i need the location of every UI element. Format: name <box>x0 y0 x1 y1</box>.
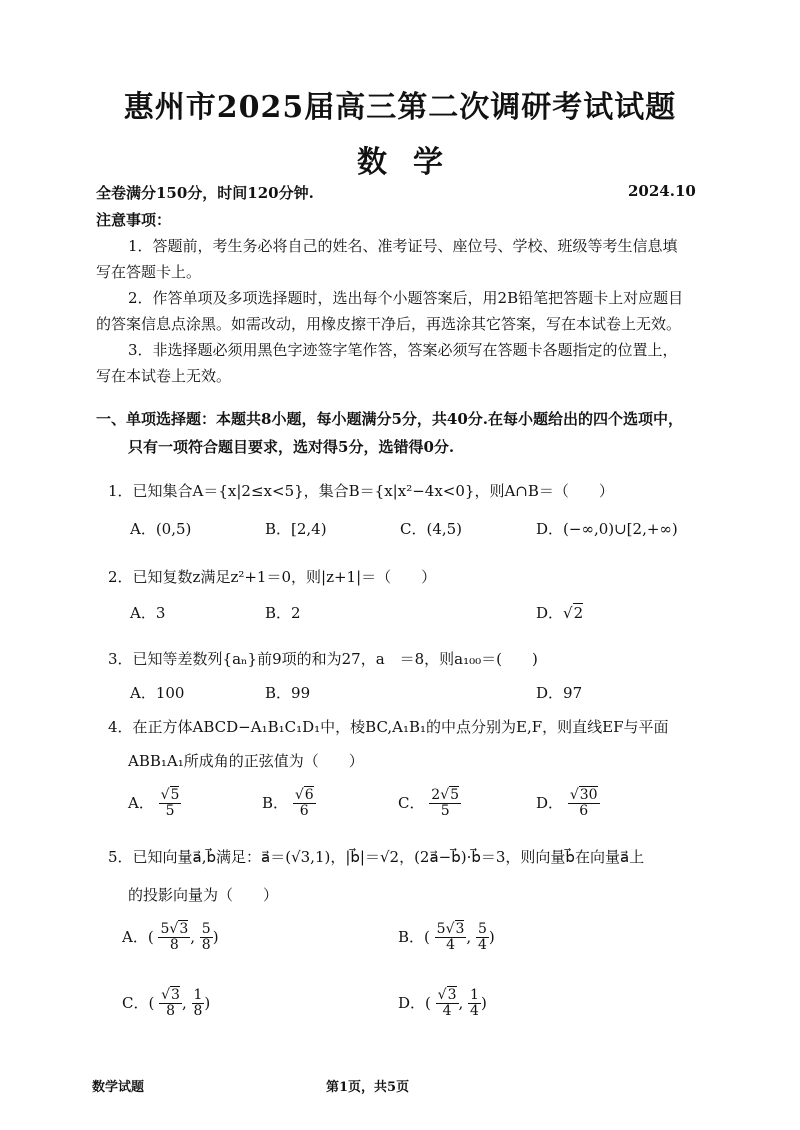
subject-title: 数学 <box>357 145 469 180</box>
question-4-option-c <box>398 788 461 820</box>
fraction: $\frac{5}{8}$ <box>201 921 211 954</box>
option-label: C． <box>398 793 425 812</box>
exam-date: 2024.10 <box>628 182 696 200</box>
option-label: B． <box>262 793 289 812</box>
option-d-label: D． <box>536 604 564 622</box>
question-4-stem-line-1: 4．在正方体ABCD−A₁B₁C₁D₁中，棱BC,A₁B₁的中点分别为E,F，则直线EF与平面 <box>108 718 669 736</box>
question-5-option-a: A．( $\frac{5√3}{8}$ , $\frac{5}{8}$ ) <box>122 921 219 954</box>
question-3-option-d: D．97 <box>536 684 583 702</box>
notice-item-1-line-1: 1．答题前，考生务必将自己的姓名、准考证号、座位号、学校、班级等考生信息填 <box>128 237 678 255</box>
option-label: D． <box>536 793 564 812</box>
question-1-option-a: A．(0,5) <box>130 520 192 538</box>
option-label: D． <box>398 993 426 1012</box>
question-2-option-b: B．2 <box>265 604 301 622</box>
question-2-option-a: A．3 <box>130 604 166 622</box>
question-3-option-a: A．100 <box>130 684 185 702</box>
fraction: $\frac{√3}{4}$ <box>437 987 457 1020</box>
question-2-option-d <box>536 602 583 623</box>
sqrt-sign: √ <box>563 604 573 622</box>
option-label: A． <box>128 793 154 812</box>
fraction: $\frac{1}{4}$ <box>470 987 479 1020</box>
notice-item-1-line-2: 写在答题卡上。 <box>96 263 202 281</box>
fraction: $\frac{√5}{5}$ <box>160 787 180 820</box>
question-5-option-b: B．( $\frac{5√3}{4}$ , $\frac{5}{4}$ ) <box>398 921 495 954</box>
fraction: $\frac{√6}{6}$ <box>294 787 314 820</box>
fraction: $\frac{√30}{6}$ <box>569 787 598 820</box>
notice-item-2-line-2: 的答案信息点涂黑。如需改动，用橡皮擦干净后，再选涂其它答案，写在本试卷上无效。 <box>96 315 682 333</box>
fraction: $\frac{5√3}{4}$ <box>436 921 465 954</box>
section-1-instructions: 只有一项符合题目要求，选对得5分，选错得0分. <box>128 438 455 456</box>
question-3-option-b: B．99 <box>265 684 311 702</box>
question-4-option-b <box>262 788 316 820</box>
question-1-option-c: C．(4,5) <box>400 520 463 538</box>
question-1-option-b: B．[2,4) <box>265 520 327 538</box>
option-label: B． <box>398 927 425 946</box>
fraction: $\frac{5}{4}$ <box>477 921 487 954</box>
notice-item-2-line-1: 2．作答单项及多项选择题时，选出每个小题答案后，用2B铅笔把答题卡上对应题目 <box>128 289 684 307</box>
option-label: C． <box>122 993 149 1012</box>
question-4-option-d <box>536 788 600 820</box>
radicand: 2 <box>573 604 584 622</box>
fraction: $\frac{2√5}{5}$ <box>431 787 460 820</box>
footer-subject: 数学试题 <box>92 1080 145 1095</box>
question-3-stem: 3．已知等差数列{aₙ}前9项的和为27，a ＝8，则a₁₀₀＝( ) <box>108 650 538 668</box>
page-number: 第1页，共5页 <box>326 1080 410 1095</box>
notice-item-3-line-2: 写在本试卷上无效。 <box>96 367 232 385</box>
exam-title: 惠州市2025届高三第二次调研考试试题 <box>123 90 677 125</box>
question-5-stem-line-1: 5．已知向量a⃗,b⃗满足：a⃗＝(√3,1)，|b⃗|＝√2，(2a⃗−b⃗)·b⃗＝3，则向量b⃗在向量a⃗上 <box>108 848 645 866</box>
fraction: $\frac{√3}{8}$ <box>161 987 180 1020</box>
section-1-heading: 一、单项选择题：本题共8小题，每小题满分5分，共40分.在每小题给出的四个选项中， <box>96 410 683 428</box>
question-2-stem: 2．已知复数z满足z²+1＝0，则|z+1|＝（ ） <box>108 568 437 586</box>
question-1-option-d: D．(−∞,0)∪[2,+∞) <box>536 520 678 538</box>
option-label: A． <box>122 927 148 946</box>
score-time-info: 全卷满分150分，时间120分钟. <box>96 184 314 202</box>
fraction: $\frac{1}{8}$ <box>193 987 203 1020</box>
question-4-stem-line-2: ABB₁A₁所成角的正弦值为（ ） <box>128 752 364 770</box>
question-5-option-d: D．( $\frac{√3}{4}$ , $\frac{1}{4}$ ) <box>398 987 487 1020</box>
question-4-option-a <box>128 788 181 820</box>
question-5-option-c: C．( $\frac{√3}{8}$ , $\frac{1}{8}$ ) <box>122 987 211 1020</box>
notice-item-3-line-1: 3．非选择题必须用黑色字迹签字笔作答，答案必须写在答题卡各题指定的位置上， <box>128 341 678 359</box>
question-5-stem-line-2: 的投影向量为（ ） <box>128 886 279 904</box>
notice-heading: 注意事项： <box>96 211 172 229</box>
fraction: $\frac{5√3}{8}$ <box>160 921 189 954</box>
question-1-stem: 1．已知集合A＝{x|2≤x<5}，集合B＝{x|x²−4x<0}，则A∩B＝（ ） <box>108 482 614 500</box>
